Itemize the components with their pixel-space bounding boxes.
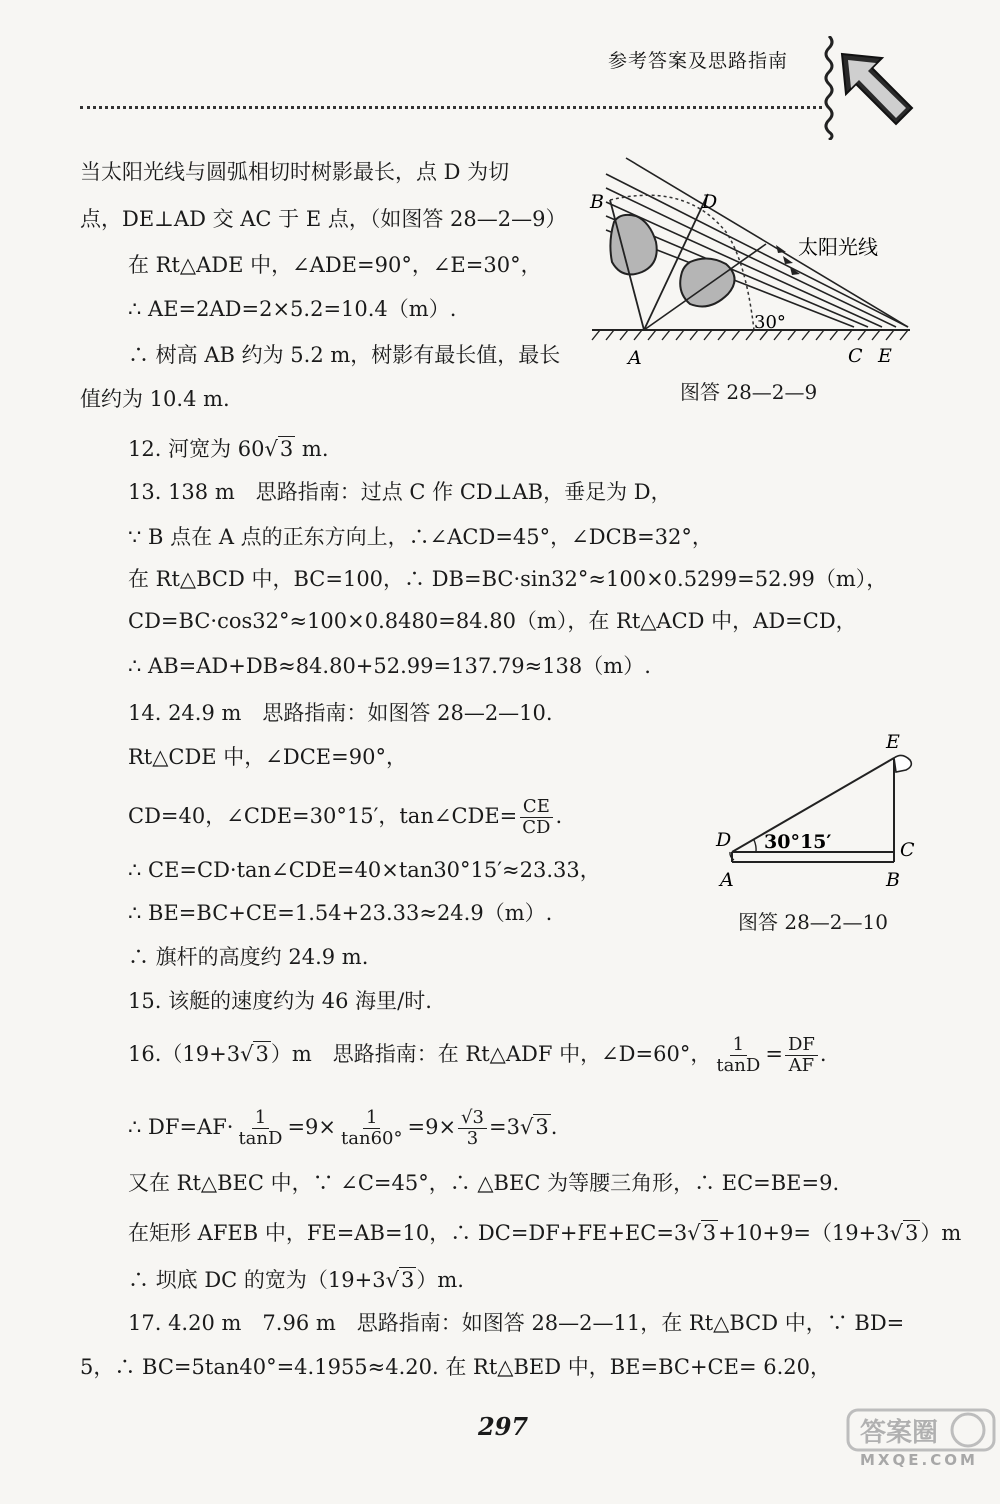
text-line: 值约为 10.4 m.: [80, 387, 230, 411]
text-line: ∴ BE=BC+CE=1.54+23.33≈24.9（m）.: [128, 901, 553, 925]
denominator: AF: [788, 1055, 815, 1076]
text-fragment: .: [819, 1042, 827, 1066]
text-line: Rt△CDE 中，∠DCE=90°，: [128, 745, 407, 769]
text-fragment: ）m 思路指南：在 Rt△ADF 中，∠D=60°，: [270, 1042, 712, 1066]
point-label-e: E: [886, 731, 900, 753]
text-fragment: ）m: [920, 1221, 962, 1245]
numerator: 1: [730, 1035, 747, 1056]
arrow-icon: [776, 245, 786, 253]
point-label-a: A: [720, 869, 734, 891]
sqrt-expression: √3: [240, 1042, 269, 1066]
text-fragment: ）m.: [416, 1268, 464, 1292]
formula-line: [128, 1105, 557, 1149]
tree-crown: [610, 215, 656, 275]
figure-tree-shadow: [586, 152, 916, 374]
text-line: 点，DE⊥AD 交 AC 于 E 点，（如图答 28—2—9）: [80, 207, 567, 231]
figure-caption: 图答 28—2—10: [738, 910, 888, 934]
answer-12: [128, 434, 329, 464]
text-line: ∴ 树高 AB 约为 5.2 m，树影有最长值，最长: [128, 343, 561, 367]
text-fragment: .: [555, 804, 563, 828]
page-number: 297: [478, 1412, 529, 1441]
sqrt-expression: √3: [264, 437, 294, 461]
header-arrow-icon: [838, 50, 918, 130]
text-line: 14. 24.9 m 思路指南：如图答 28—2—10.: [128, 701, 553, 725]
numerator: 1: [252, 1108, 269, 1129]
point-label-d: D: [702, 191, 718, 213]
watermark-main-text: 答案圈: [860, 1418, 939, 1448]
segment-a: [644, 244, 766, 330]
denominator: 3: [466, 1128, 479, 1149]
text-fragment: =3: [488, 1115, 520, 1139]
text-fragment: =9×: [407, 1115, 457, 1139]
flag-icon: [894, 755, 911, 772]
text-fragment: 12. 河宽为 60: [128, 437, 265, 461]
denominator: CD: [522, 817, 551, 838]
radicand: 3: [535, 1115, 549, 1139]
page-header-title: 参考答案及思路指南: [608, 50, 789, 72]
header-dotted-rule: [80, 106, 822, 109]
formula-line: [128, 1218, 961, 1248]
text-fragment: =: [765, 1042, 783, 1066]
numerator: √3: [458, 1108, 487, 1129]
text-line: ∴ AE=2AD=2×5.2=10.4（m）.: [128, 297, 457, 321]
point-label-b: B: [590, 191, 604, 213]
text-line: 当太阳光线与圆弧相切时树影最长，点 D 为切: [80, 160, 510, 184]
text-line: 17. 4.20 m 7.96 m 思路指南：如图答 28—2—11，在 Rt△BCD 中，∵ BD=: [128, 1311, 905, 1335]
angle-label: 30°: [754, 312, 786, 333]
sqrt-expression: √3: [889, 1221, 919, 1245]
angle-label: 30°15′: [764, 831, 832, 853]
sqrt-expression: √3: [385, 1268, 415, 1292]
text-line: ∴ CE=CD·tan∠CDE=40×tan30°15′≈23.33，: [128, 858, 601, 882]
text-fragment: +10+9=（19+3: [718, 1221, 890, 1245]
text-line: CD=BC·cos32°≈100×0.8480=84.80（m），在 Rt△ACD 中，AD=CD，: [128, 609, 857, 633]
point-label-a: A: [628, 347, 642, 369]
fraction: [338, 1108, 405, 1149]
text-fragment: 在矩形 AFEB 中，FE=AB=10，∴ DC=DF+FE+EC=3: [128, 1221, 688, 1245]
point-label-c: C: [848, 345, 863, 367]
denominator: tan60°: [341, 1128, 403, 1149]
fraction: [235, 1108, 285, 1149]
text-fragment: ∴ 坝底 DC 的宽为（19+3: [128, 1268, 386, 1292]
numerator: DF: [785, 1035, 818, 1056]
text-line: ∴ AB=AD+DB≈84.80+52.99=137.79≈138（m）.: [128, 654, 651, 678]
point-label-b: B: [886, 869, 900, 891]
point-label-c: C: [900, 839, 915, 861]
fraction: [519, 797, 553, 838]
sqrt-expression: √3: [687, 1221, 717, 1245]
fraction: [458, 1108, 487, 1149]
watermark-badge-icon: [846, 1408, 996, 1468]
denominator: tanD: [716, 1055, 761, 1076]
watermark-logo: [846, 1408, 996, 1472]
text-line: 15. 该艇的速度约为 46 海里/时.: [128, 989, 432, 1013]
text-fragment: .: [550, 1115, 558, 1139]
radicand: 3: [401, 1268, 415, 1292]
ground-hatching: [592, 330, 908, 340]
denominator: tanD: [238, 1128, 283, 1149]
point-label-e: E: [878, 345, 892, 367]
radicand: 3: [905, 1221, 919, 1245]
numerator: CE: [520, 797, 553, 818]
figure-flagpole: [700, 728, 930, 898]
text-line: 又在 Rt△BEC 中，∵ ∠C=45°，∴ △BEC 为等腰三角形，∴ EC=BE=9.: [128, 1171, 840, 1195]
text-fragment: m.: [295, 437, 329, 461]
formula-line: [128, 1265, 464, 1295]
point-label-d: D: [716, 829, 732, 851]
fraction: [785, 1035, 818, 1076]
text-line: 在 Rt△ADE 中，∠ADE=90°，∠E=30°，: [128, 253, 542, 277]
watermark-url-text: MXQE.COM: [860, 1451, 978, 1468]
text-fragment: =9×: [287, 1115, 337, 1139]
radicand: 3: [702, 1221, 717, 1245]
header-wavy-line-icon: [822, 36, 836, 140]
answer-16: [128, 1032, 827, 1076]
sqrt-expression: √3: [519, 1115, 549, 1139]
text-line: 5，∴ BC=5tan40°=4.1955≈4.20. 在 Rt△BED 中，BE=BC+CE= 6.20，: [80, 1355, 831, 1379]
text-line: ∵ B 点在 A 点的正东方向上，∴∠ACD=45°，∠DCB=32°，: [128, 525, 713, 549]
formula-line: [128, 794, 562, 838]
angle-arc: [754, 840, 756, 852]
radicand: 3: [279, 437, 294, 461]
text-line: 在 Rt△BCD 中，BC=100，∴ DB=BC·sin32°≈100×0.5299=52.99（m），: [128, 567, 888, 591]
sun-ray-label: 太阳光线: [798, 235, 878, 259]
numerator: 1: [363, 1108, 380, 1129]
figure-caption: 图答 28—2—9: [680, 380, 818, 404]
text-line: ∴ 旗杆的高度约 24.9 m.: [128, 945, 369, 969]
text-line: 13. 138 m 思路指南：过点 C 作 CD⊥AB，垂足为 D，: [128, 480, 672, 504]
text-fragment: ∴ DF=AF·: [128, 1115, 234, 1139]
text-fragment: CD=40，∠CDE=30°15′，tan∠CDE=: [128, 804, 518, 828]
text-fragment: 16.（19+3: [128, 1042, 241, 1066]
radicand: 3: [255, 1042, 269, 1066]
fraction: [713, 1035, 763, 1076]
